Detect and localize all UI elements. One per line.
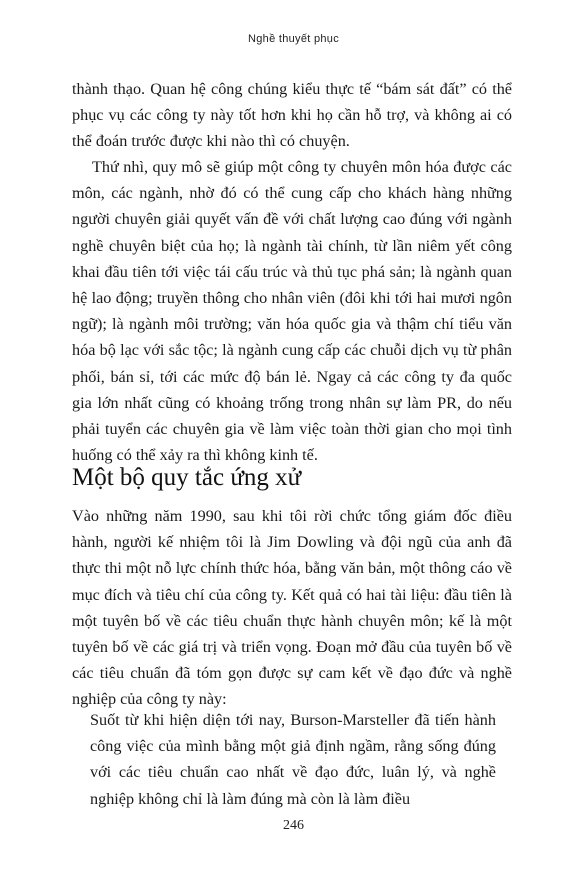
paragraph-scale (72, 154, 512, 468)
section-heading: Một bộ quy tắc ứng xử (72, 464, 302, 491)
block-quote (90, 707, 496, 812)
paragraph-text: thành thạo. Quan hệ công chúng kiểu thực tế “bám sát đất” có thể phục vụ các công ty này tốt hơn khi họ cần hỗ trợ, và không ai có thể đoán trước được khi nào thì có chuyện. (72, 80, 512, 151)
paragraph-continuation (72, 76, 512, 155)
quote-text: Suốt từ khi hiện diện tới nay, Burson-Marsteller đã tiến hành công việc của mình bằng một giả định ngầm, rằng sống đúng với các tiêu chuẩn cao nhất về đạo đức, luân lý, và nghề nghiệp không chỉ là làm đúng mà còn là làm điều (90, 711, 496, 808)
paragraph-code-of-conduct (72, 503, 512, 713)
paragraph-text: Vào những năm 1990, sau khi tôi rời chức tổng giám đốc điều hành, người kế nhiệm tôi là Jim Dowling và đội ngũ của anh đã thực thi một nỗ lực chính thức hóa, bằng văn bản, một thông cáo về mục đích và tiêu chí của công ty. Kết quả có hai tài liệu: đầu tiên là một tuyên bố về các tiêu chuẩn thực hành chuyên môn; kế là một tuyên bố về các giá trị và triển vọng. Đoạn mở đầu của tuyên bố về các tiêu chuẩn đã tóm gọn được sự cam kết về đạo đức và nghề nghiệp của công ty này: (72, 507, 512, 709)
page-number: 246 (283, 818, 304, 833)
running-header: Nghề thuyết phục (247, 33, 340, 45)
paragraph-text: Thứ nhì, quy mô sẽ giúp một công ty chuyên môn hóa được các môn, các ngành, nhờ đó có thể cung cấp cho khách hàng những người chuyên giải quyết vấn đề với chất lượng cao đúng với ngành nghề chuyên biệt của họ; là ngành tài chính, từ lần niêm yết công khai đầu tiên tới việc tái cấu trúc và thủ tục phá sản; là ngành quan hệ lao động; truyền thông cho nhân viên (đôi khi tới hai mươi ngôn ngữ); là ngành môi trường; văn hóa quốc gia và thậm chí tiểu văn hóa bộ lạc với sắc tộc; là ngành cung cấp các chuỗi dịch vụ từ phân phối, bán sỉ, tới các mức độ bán lẻ. Ngay cả các công ty đa quốc gia lớn nhất cũng có khoảng trống trong nhân sự làm PR, do nếu phải tuyển các chuyên gia về làm việc toàn thời gian cho mọi tình huống có thể xảy ra thì không kinh tế. (72, 158, 512, 465)
